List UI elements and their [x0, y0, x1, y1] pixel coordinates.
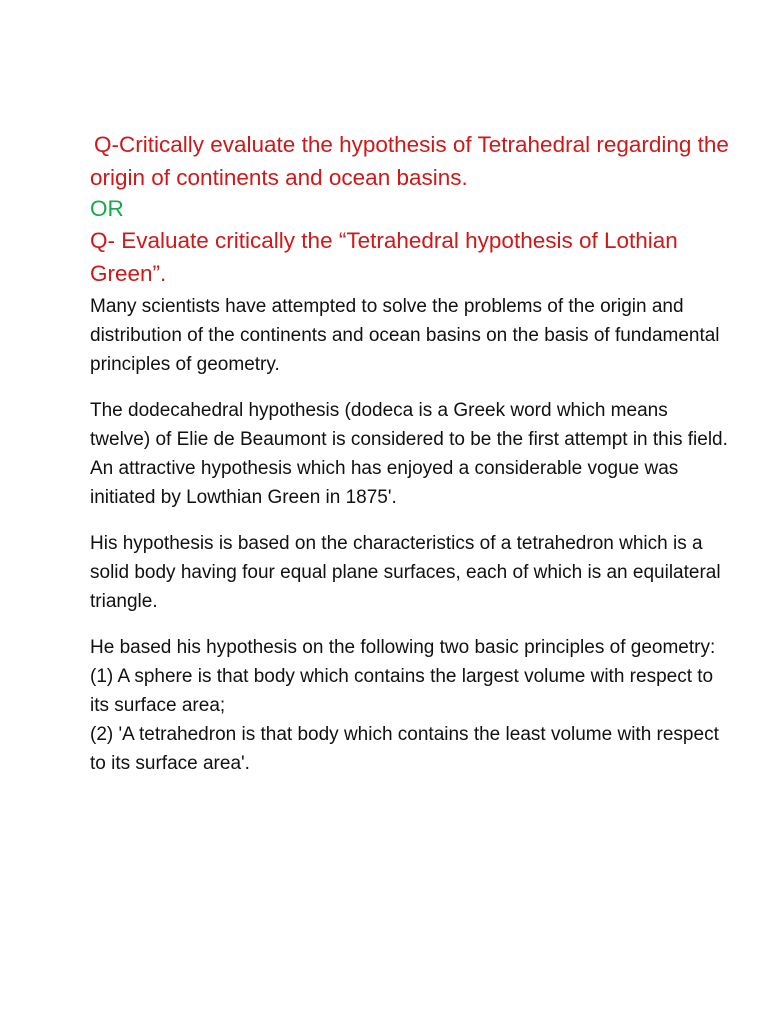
principles-intro: He based his hypothesis on the following two basic principles of geometry: — [90, 637, 716, 658]
question-one-heading: Q-Critically evaluate the hypothesis of Tetrahedral regarding the origin of continents and ocean basins. — [90, 132, 729, 190]
paragraph-tetrahedron: His hypothesis is based on the characteristics of a tetrahedron which is a solid body having four equal plane surfaces, each of which is an equilateral triangle. — [90, 533, 721, 612]
question-two-heading: Q- Evaluate critically the “Tetrahedral hypothesis of Lothian Green”. — [90, 228, 678, 286]
document-page — [90, 128, 730, 778]
principle-item-1: (1) A sphere is that body which contains the largest volume with respect to its surface area; — [90, 666, 714, 716]
paragraph-dodecahedral: The dodecahedral hypothesis (dodeca is a Greek word which means twelve) of Elie de Beaumont is considered to be the first attempt in this field. An attractive hypothesis which has enjoyed a considerable vogue was initiated by Lowthian Green in 1875'. — [90, 400, 728, 508]
principles-block — [90, 633, 730, 778]
paragraph-intro: Many scientists have attempted to solve the problems of the origin and distribution of the continents and ocean basins on the basis of fundamental principles of geometry. — [90, 296, 720, 375]
principle-item-2: (2) 'A tetrahedron is that body which contains the least volume with respect to its surface area'. — [90, 724, 719, 774]
or-separator: OR — [90, 196, 124, 221]
